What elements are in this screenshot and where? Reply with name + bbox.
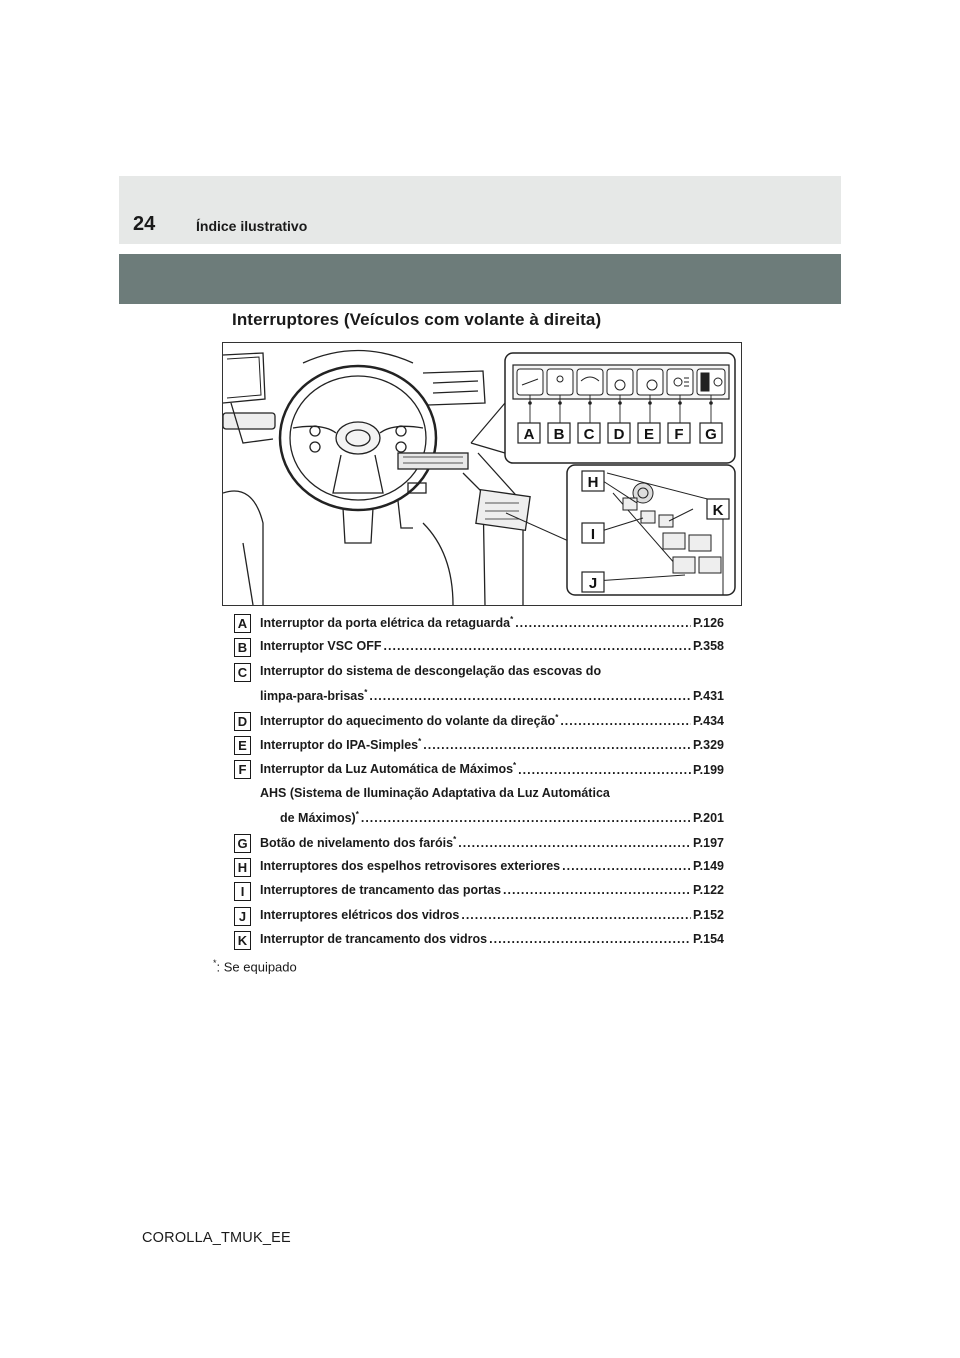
item-text: Interruptor da porta elétrica da retaguarda <box>260 616 511 631</box>
footnote-mark: * <box>355 810 359 820</box>
item-letter: H <box>234 858 251 877</box>
header-dark-bar <box>119 254 841 304</box>
item-text: Interruptor do IPA-Simples <box>260 738 419 753</box>
item-text-cont: limpa-para-brisas <box>260 689 365 704</box>
page-ref-link[interactable]: P.201 <box>692 811 724 826</box>
top-inset <box>471 353 735 463</box>
callout-i: I <box>590 526 596 543</box>
page-section-title: Índice ilustrativo <box>196 218 308 234</box>
item-letter: A <box>234 614 251 633</box>
list-item <box>232 734 724 758</box>
item-letter: D <box>234 712 251 731</box>
footnote-mark: * <box>453 834 457 844</box>
page-ref-link[interactable]: P.122 <box>692 883 724 898</box>
item-text: Interruptor VSC OFF <box>260 639 382 654</box>
list-item <box>232 758 724 831</box>
list-item <box>232 710 724 734</box>
item-letter: J <box>234 907 251 926</box>
item-letter: I <box>234 882 251 901</box>
page-ref-link[interactable]: P.199 <box>692 762 724 777</box>
switch-list <box>232 612 724 954</box>
footnote-mark: * <box>213 958 217 968</box>
item-subtext-cont: de Máximos) <box>280 811 356 826</box>
callout-a: A <box>523 426 535 443</box>
dashboard-illustration <box>223 343 741 605</box>
item-letter: G <box>234 834 251 853</box>
list-item <box>232 832 724 856</box>
callout-d: D <box>613 426 625 443</box>
item-text: Botão de nivelamento dos faróis <box>260 835 454 850</box>
item-text: Interruptor da Luz Automática de Máximos <box>260 762 514 777</box>
item-subtext: AHS (Sistema de Iluminação Adaptativa da Luz Automática <box>260 785 610 800</box>
page-ref-link[interactable]: P.358 <box>692 639 724 654</box>
callout-e: E <box>643 426 655 443</box>
list-item <box>232 636 724 660</box>
page-ref-link[interactable]: P.152 <box>692 907 724 922</box>
footnote-mark: * <box>513 761 517 771</box>
item-letter: C <box>234 663 251 682</box>
page-ref-link[interactable]: P.329 <box>692 738 724 753</box>
item-text: Interruptores dos espelhos retrovisores exteriores <box>260 858 561 873</box>
page-ref-link[interactable]: P.431 <box>692 689 724 704</box>
section-title: Interruptores (Veículos com volante à direita) <box>232 310 602 329</box>
document-code: COROLLA_TMUK_EE <box>142 1230 291 1246</box>
item-text: Interruptores de trancamento das portas <box>260 883 502 898</box>
footnote-text: : Se equipado <box>216 959 297 975</box>
footnote-mark: * <box>555 712 559 722</box>
page-ref-link[interactable]: P.154 <box>692 932 724 947</box>
page-ref-link[interactable]: P.434 <box>692 713 724 728</box>
callout-g: G <box>705 426 717 443</box>
list-item <box>232 856 724 880</box>
item-text: Interruptores elétricos dos vidros <box>260 907 460 922</box>
page-ref-link[interactable]: P.149 <box>692 858 724 873</box>
callout-f: F <box>674 426 684 443</box>
page-ref-link[interactable]: P.126 <box>692 616 724 631</box>
footnote-mark: * <box>418 736 422 746</box>
callout-b: B <box>553 426 565 443</box>
page-ref-link[interactable]: P.197 <box>692 835 724 850</box>
item-letter: B <box>234 638 251 657</box>
item-text: Interruptor do sistema de descongelação das escovas do <box>260 663 602 678</box>
list-item <box>232 661 724 710</box>
callout-k: K <box>712 502 724 519</box>
list-item <box>232 880 724 904</box>
item-text: Interruptor de trancamento dos vidros <box>260 932 488 947</box>
item-letter: K <box>234 931 251 950</box>
callout-j: J <box>588 575 598 592</box>
item-letter: E <box>234 736 251 755</box>
list-item <box>232 612 724 636</box>
item-letter: F <box>234 760 251 779</box>
footnote-mark: * <box>510 615 514 624</box>
page-number: 24 <box>133 213 156 235</box>
item-text: Interruptor do aquecimento do volante da direção <box>260 713 556 728</box>
footnote <box>213 958 297 974</box>
list-item <box>232 905 724 929</box>
callout-h: H <box>587 474 599 491</box>
footnote-mark: * <box>364 688 368 698</box>
callout-c: C <box>583 426 595 443</box>
switch-location-figure <box>222 342 742 606</box>
list-item <box>232 929 724 953</box>
